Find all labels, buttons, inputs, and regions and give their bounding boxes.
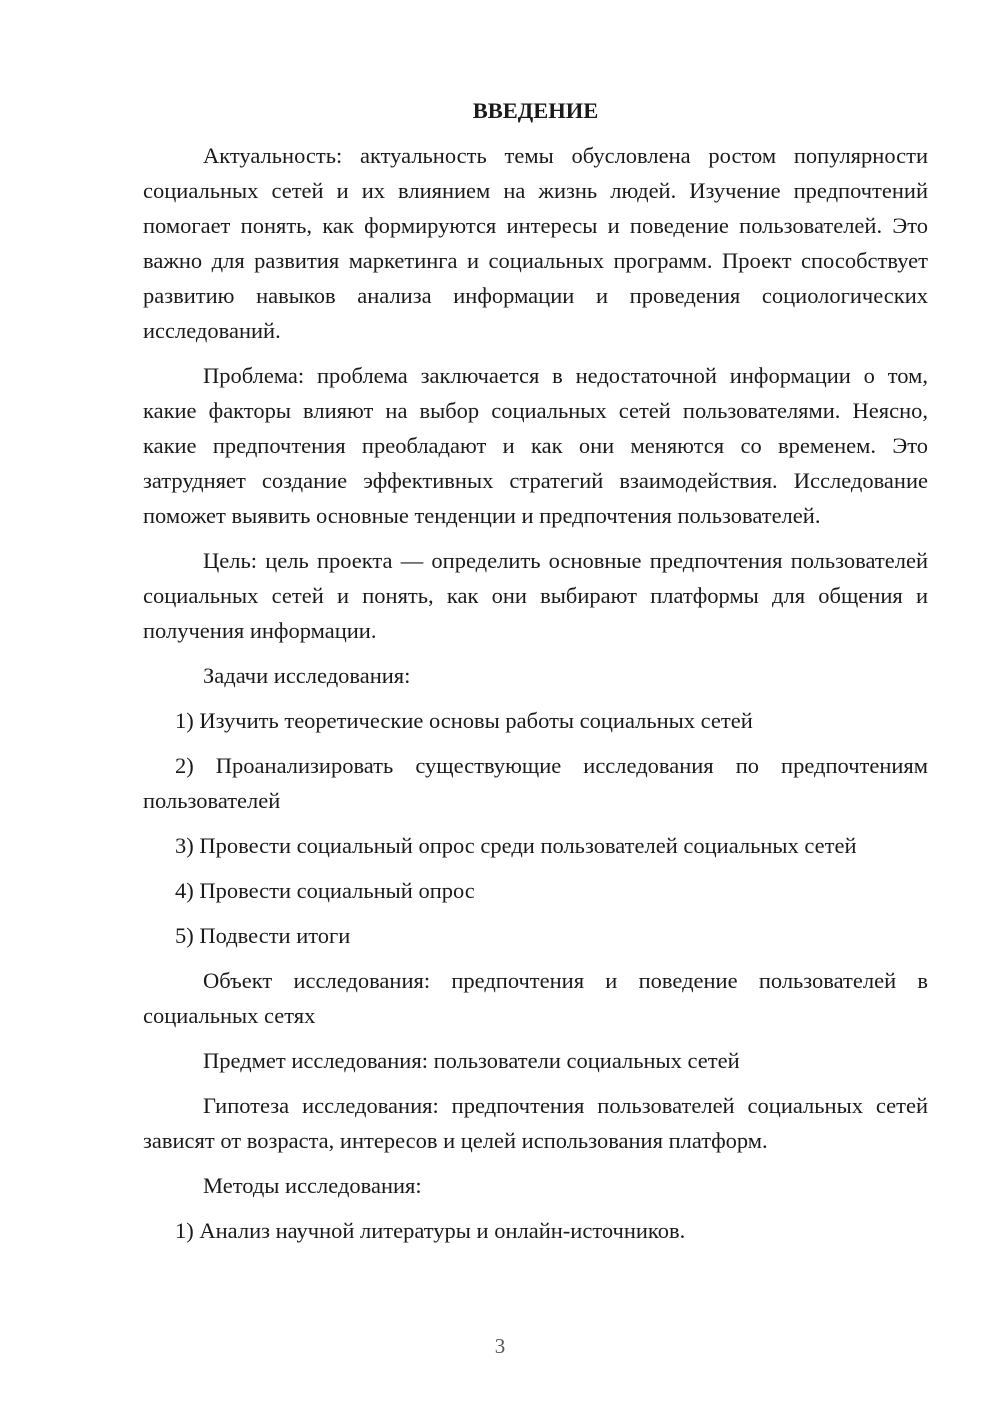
paragraph-hypothesis: Гипотеза исследования: предпочтения пользователей социальных сетей зависят от возраста, интересов и целей использования платформ.: [143, 1093, 928, 1153]
task-item: 5) Подвести итоги: [175, 923, 351, 948]
task-item: 4) Провести социальный опрос: [175, 878, 475, 903]
paragraph-methods-heading: Методы исследования:: [203, 1173, 422, 1198]
method-item: 1) Анализ научной литературы и онлайн-источников.: [175, 1218, 686, 1243]
paragraph-problem: Проблема: проблема заключается в недостаточной информации о том, какие факторы влияют на выбор социальных сетей пользователями. Неясно, какие предпочтения преобладают и как они меняются со временем. Это затрудняет создание эффективных стратегий взаимодействия. Исследование поможет выявить основные тенденции и предпочтения пользователей.: [143, 363, 928, 528]
page-content: [143, 96, 928, 1258]
paragraph-tasks-heading: Задачи исследования:: [203, 663, 411, 688]
task-item: 2) Проанализировать существующие исследования по предпочтениям пользователей: [143, 753, 928, 813]
task-item: 3) Провести социальный опрос среди пользователей социальных сетей: [175, 833, 857, 858]
paragraph-goal: Цель: цель проекта — определить основные предпочтения пользователей социальных сетей и понять, как они выбирают платформы для общения и получения информации.: [143, 548, 928, 643]
task-item: 1) Изучить теоретические основы работы социальных сетей: [175, 708, 753, 733]
paragraph-relevance: Актуальность: актуальность темы обусловлена ростом популярности социальных сетей и их влиянием на жизнь людей. Изучение предпочтений помогает понять, как формируются интересы и поведение пользователей. Это важно для развития маркетинга и социальных программ. Проект способствует развитию навыков анализа информации и проведения социологических исследований.: [143, 143, 928, 343]
paragraph-object: Объект исследования: предпочтения и поведение пользователей в социальных сетях: [143, 968, 928, 1028]
page-number: 3: [494, 1334, 506, 1358]
page-title: ВВЕДЕНИЕ: [472, 98, 599, 123]
paragraph-subject: Предмет исследования: пользователи социальных сетей: [203, 1048, 740, 1073]
